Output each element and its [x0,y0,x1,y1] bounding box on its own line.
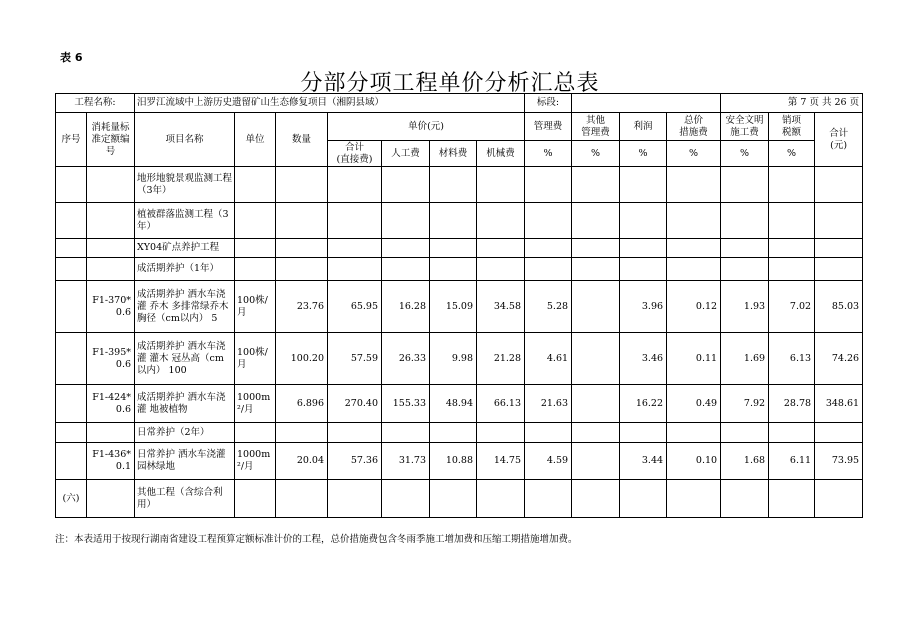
header-total-measures: 总价 措施费 [667,113,721,141]
cell-name: 成活期养护 洒水车浇灌 灌木 冠丛高（cm以内） 100 [135,333,235,385]
cell-name: 地形地貌景观监测工程（3年） [135,167,235,203]
cell-total: 348.61 [815,385,863,423]
cell-qty: 23.76 [276,281,328,333]
cell-mgmt [525,258,572,281]
cell-machine [477,258,525,281]
cell-measures [667,258,721,281]
cell-name: 植被群落监测工程（3年） [135,203,235,239]
cell-mgmt: 21.63 [525,385,572,423]
table-row [56,258,863,281]
cell-machine [477,167,525,203]
table-row [56,203,863,239]
cell-tax [769,480,815,518]
cell-qty [276,480,328,518]
section-label: 标段: [525,94,572,113]
cell-labor: 26.33 [382,333,430,385]
page-title: 分部分项工程单价分析汇总表 [300,71,600,96]
cell-other-mgmt [572,239,620,258]
cell-seq: (六) [56,480,87,518]
cell-other-mgmt [572,443,620,480]
cell-seq [56,443,87,480]
project-name-value: 汨罗江流域中上游历史遗留矿山生态修复项目（湘阴县域） [135,94,525,113]
cell-safety: 7.92 [721,385,769,423]
header-safety: 安全文明 施工费 [721,113,769,141]
cell-measures [667,480,721,518]
cell-other-mgmt [572,385,620,423]
price-analysis-table [55,93,863,518]
cell-code: F1-436*0.1 [87,443,135,480]
cell-unit: 100株/月 [235,281,276,333]
cell-unit: 1000m²/月 [235,385,276,423]
cell-unit [235,423,276,443]
cell-profit [620,239,667,258]
project-info-row [56,94,863,113]
cell-other-mgmt [572,203,620,239]
cell-qty [276,423,328,443]
cell-unit [235,239,276,258]
header-item-name: 项目名称 [135,113,235,167]
cell-measures: 0.12 [667,281,721,333]
price-analysis-sheet [55,93,861,526]
header-other-mgmt: 其他 管理费 [572,113,620,141]
cell-measures: 0.10 [667,443,721,480]
cell-code: F1-370*0.6 [87,281,135,333]
cell-name: XY04矿点养护工程 [135,239,235,258]
cell-safety: 1.68 [721,443,769,480]
cell-name: 成活期养护 洒水车浇灌 地被植物 [135,385,235,423]
header-row-1 [56,113,863,141]
header-total: 合计 (元) [815,113,863,167]
cell-labor [382,480,430,518]
cell-labor [382,258,430,281]
cell-machine: 34.58 [477,281,525,333]
cell-material [430,258,477,281]
cell-subtotal [328,239,382,258]
cell-material [430,239,477,258]
cell-seq [56,167,87,203]
cell-measures [667,423,721,443]
cell-safety [721,423,769,443]
header-machine: 机械费 [477,141,525,167]
cell-material: 15.09 [430,281,477,333]
cell-machine: 21.28 [477,333,525,385]
cell-labor [382,167,430,203]
cell-labor: 31.73 [382,443,430,480]
cell-other-mgmt [572,281,620,333]
cell-machine: 14.75 [477,443,525,480]
table-number-label: 表 6 [60,51,83,64]
header-sales-tax: 销项 税额 [769,113,815,141]
cell-material: 9.98 [430,333,477,385]
cell-profit [620,167,667,203]
table-row [56,443,863,480]
cell-machine [477,480,525,518]
cell-mgmt: 4.61 [525,333,572,385]
cell-total [815,480,863,518]
cell-other-mgmt [572,258,620,281]
cell-profit [620,480,667,518]
cell-unit [235,203,276,239]
cell-total [815,203,863,239]
cell-qty [276,239,328,258]
cell-total: 85.03 [815,281,863,333]
header-subtotal: 合计 (直接费) [328,141,382,167]
cell-material [430,423,477,443]
cell-safety [721,480,769,518]
cell-tax: 28.78 [769,385,815,423]
cell-seq [56,333,87,385]
cell-unit: 1000m²/月 [235,443,276,480]
cell-mgmt [525,167,572,203]
cell-material [430,167,477,203]
cell-machine [477,423,525,443]
cell-total [815,167,863,203]
header-unit-price: 单价(元) [328,113,525,141]
table-row [56,480,863,518]
cell-tax: 6.11 [769,443,815,480]
cell-name: 日常养护 洒水车浇灌园林绿地 [135,443,235,480]
cell-qty [276,258,328,281]
cell-seq [56,258,87,281]
header-quota-code: 消耗量标准定额编号 [87,113,135,167]
cell-other-mgmt [572,480,620,518]
cell-seq [56,281,87,333]
header-profit: 利润 [620,113,667,141]
cell-profit: 3.96 [620,281,667,333]
cell-unit [235,258,276,281]
cell-measures [667,167,721,203]
cell-labor: 155.33 [382,385,430,423]
cell-seq [56,239,87,258]
cell-mgmt [525,480,572,518]
cell-code: F1-424*0.6 [87,385,135,423]
cell-subtotal: 57.36 [328,443,382,480]
cell-code [87,480,135,518]
cell-material: 10.88 [430,443,477,480]
cell-code: F1-395*0.6 [87,333,135,385]
cell-profit: 3.44 [620,443,667,480]
cell-other-mgmt [572,333,620,385]
cell-total [815,423,863,443]
cell-subtotal [328,423,382,443]
header-pct-profit: % [620,141,667,167]
header-unit: 单位 [235,113,276,167]
cell-measures [667,203,721,239]
cell-safety [721,203,769,239]
cell-measures: 0.49 [667,385,721,423]
cell-subtotal [328,258,382,281]
cell-total: 74.26 [815,333,863,385]
cell-unit [235,480,276,518]
cell-tax [769,423,815,443]
cell-code [87,423,135,443]
table-row [56,333,863,385]
cell-tax [769,167,815,203]
cell-total: 73.95 [815,443,863,480]
footnote: 注：本表适用于按现行湖南省建设工程预算定额标准计价的工程，总价措施费包含冬雨季施工增加费和压缩工期措施增加费。 [55,534,578,545]
cell-total [815,258,863,281]
cell-subtotal [328,167,382,203]
cell-unit [235,167,276,203]
cell-labor [382,423,430,443]
cell-mgmt: 5.28 [525,281,572,333]
cell-profit: 16.22 [620,385,667,423]
cell-other-mgmt [572,167,620,203]
cell-mgmt: 4.59 [525,443,572,480]
cell-total [815,239,863,258]
cell-code [87,203,135,239]
cell-labor: 16.28 [382,281,430,333]
cell-tax: 6.13 [769,333,815,385]
header-pct-other-mgmt: % [572,141,620,167]
cell-safety: 1.93 [721,281,769,333]
cell-labor [382,239,430,258]
header-quantity: 数量 [276,113,328,167]
header-labor: 人工费 [382,141,430,167]
cell-profit [620,203,667,239]
cell-tax: 7.02 [769,281,815,333]
cell-profit: 3.46 [620,333,667,385]
cell-tax [769,203,815,239]
table-row [56,167,863,203]
cell-code [87,258,135,281]
header-material: 材料费 [430,141,477,167]
cell-machine [477,239,525,258]
cell-qty: 20.04 [276,443,328,480]
cell-qty [276,167,328,203]
cell-subtotal: 57.59 [328,333,382,385]
header-pct-tax: % [769,141,815,167]
cell-tax [769,239,815,258]
header-mgmt: 管理费 [525,113,572,141]
table-row [56,423,863,443]
cell-subtotal: 65.95 [328,281,382,333]
cell-material [430,480,477,518]
cell-name: 成活期养护 洒水车浇灌 乔木 多排常绿乔木 胸径（cm以内） 5 [135,281,235,333]
table-row [56,281,863,333]
cell-material [430,203,477,239]
cell-name: 其他工程（含综合利用） [135,480,235,518]
cell-safety [721,258,769,281]
cell-profit [620,258,667,281]
cell-mgmt [525,203,572,239]
cell-name: 日常养护（2年） [135,423,235,443]
cell-machine [477,203,525,239]
cell-safety [721,239,769,258]
cell-unit: 100株/月 [235,333,276,385]
cell-subtotal [328,480,382,518]
table-row [56,385,863,423]
cell-profit [620,423,667,443]
cell-subtotal [328,203,382,239]
table-row [56,239,863,258]
cell-safety [721,167,769,203]
cell-safety: 1.69 [721,333,769,385]
cell-seq [56,423,87,443]
header-pct-mgmt: % [525,141,572,167]
cell-qty: 100.20 [276,333,328,385]
cell-code [87,167,135,203]
cell-subtotal: 270.40 [328,385,382,423]
cell-other-mgmt [572,423,620,443]
cell-qty [276,203,328,239]
cell-name: 成活期养护（1年） [135,258,235,281]
cell-tax [769,258,815,281]
section-value [572,94,721,113]
cell-measures [667,239,721,258]
cell-mgmt [525,423,572,443]
cell-seq [56,385,87,423]
cell-labor [382,203,430,239]
cell-machine: 66.13 [477,385,525,423]
header-pct-measures: % [667,141,721,167]
header-seq: 序号 [56,113,87,167]
cell-measures: 0.11 [667,333,721,385]
cell-seq [56,203,87,239]
page-info: 第 7 页 共 26 页 [721,94,863,113]
header-pct-safety: % [721,141,769,167]
cell-mgmt [525,239,572,258]
project-name-label: 工程名称: [56,94,135,113]
cell-code [87,239,135,258]
cell-material: 48.94 [430,385,477,423]
cell-qty: 6.896 [276,385,328,423]
